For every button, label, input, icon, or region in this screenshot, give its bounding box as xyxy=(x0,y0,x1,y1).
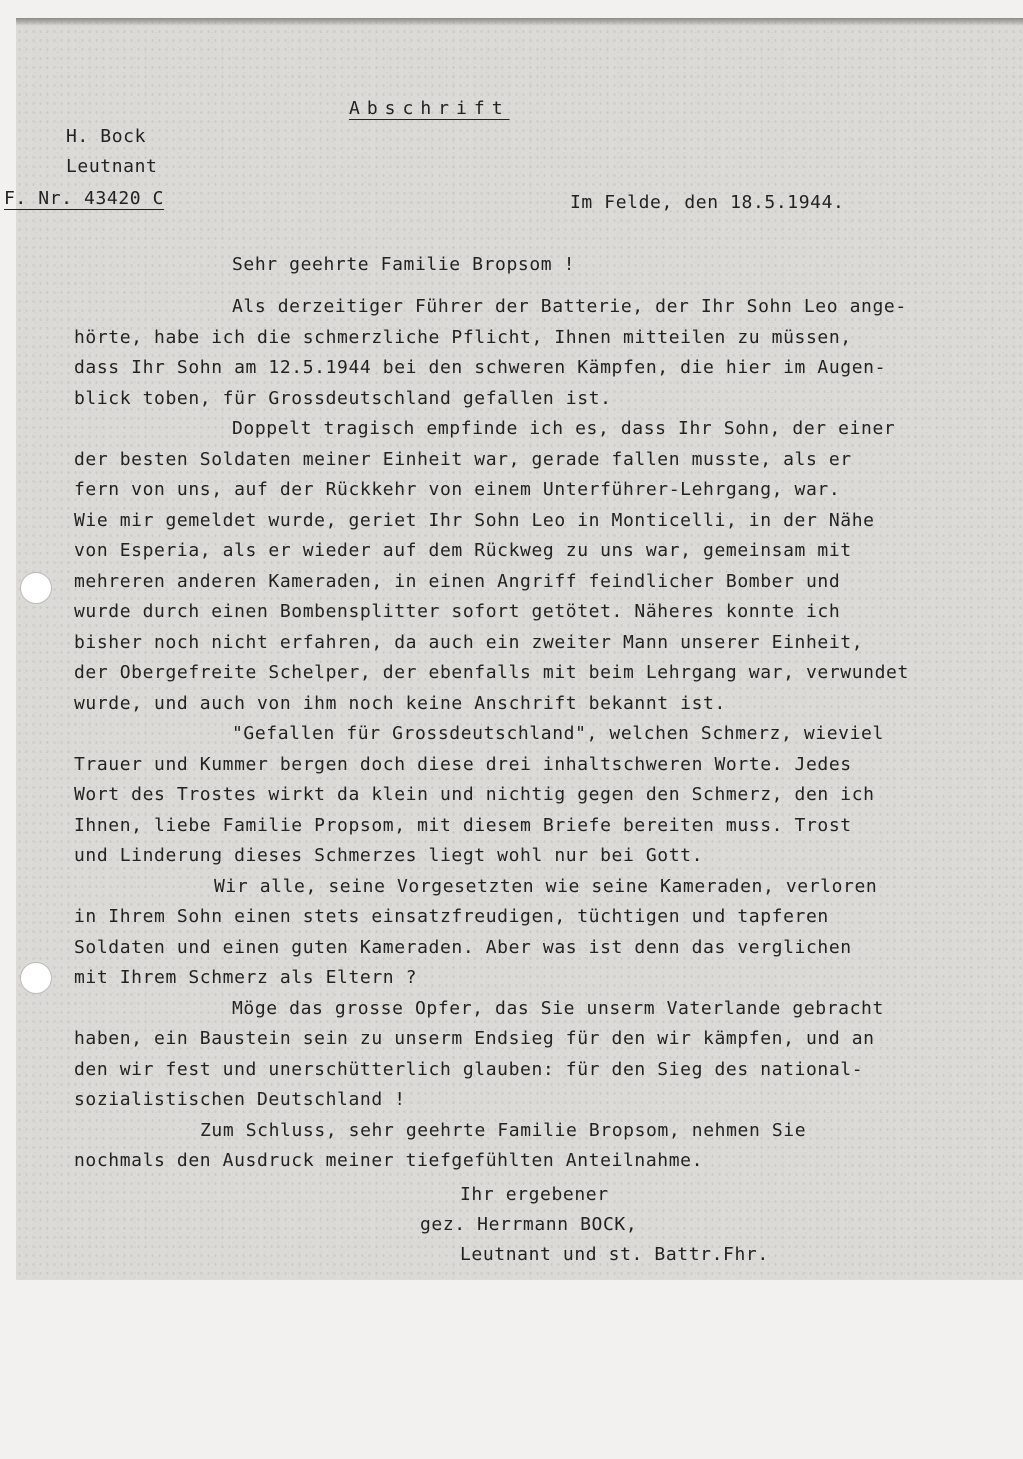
salutation: Sehr geehrte Familie Bropsom ! xyxy=(232,254,576,275)
body-line: haben, ein Baustein sein zu unserm Endsieg für den wir kämpfen, und an xyxy=(74,1028,875,1049)
letter-body xyxy=(74,292,1019,1177)
body-line: Wort des Trostes wirkt da klein und nichtig gegen den Schmerz, den ich xyxy=(74,784,875,805)
sender-rank: Leutnant xyxy=(66,156,158,177)
body-line: dass Ihr Sohn am 12.5.1944 bei den schweren Kämpfen, die hier im Augen- xyxy=(74,357,887,378)
body-line: bisher noch nicht erfahren, da auch ein zweiter Mann unserer Einheit, xyxy=(74,631,864,653)
signature-line: gez. Herrmann BOCK, xyxy=(420,1214,638,1235)
body-line: sozialistischen Deutschland ! xyxy=(74,1089,406,1110)
punch-hole-lower xyxy=(20,962,52,994)
place-date: Im Felde, den 18.5.1944. xyxy=(570,192,845,213)
closing-phrase: Ihr ergebener xyxy=(460,1184,609,1205)
body-line: Wie mir gemeldet wurde, geriet Ihr Sohn Leo in Monticelli, in der Nähe xyxy=(74,509,875,531)
body-line: wurde, und auch von ihm noch keine Anschrift bekannt ist. xyxy=(74,692,726,714)
body-line: der Obergefreite Schelper, der ebenfalls mit beim Lehrgang war, verwundet xyxy=(74,662,909,683)
copy-edge-shadow xyxy=(16,18,1023,26)
sender-name: H. Bock xyxy=(66,126,147,147)
body-line: Soldaten und einen guten Kameraden. Aber was ist denn das verglichen xyxy=(74,936,852,958)
body-line: in Ihrem Sohn einen stets einsatzfreudigen, tüchtigen und tapferen xyxy=(74,906,829,927)
body-line: nochmals den Ausdruck meiner tiefgefühlten Anteilnahme. xyxy=(74,1150,704,1171)
document-title: Abschrift xyxy=(349,98,510,119)
body-line: Möge das grosse Opfer, das Sie unserm Vaterlande gebracht xyxy=(232,997,884,1019)
body-line: wurde durch einen Bombensplitter sofort getötet. Näheres konnte ich xyxy=(74,601,841,622)
body-line: der besten Soldaten meiner Einheit war, gerade fallen musste, als er xyxy=(74,448,852,470)
body-line: fern von uns, auf der Rückkehr von einem Unterführer-Lehrgang, war. xyxy=(74,479,841,500)
body-line: mit Ihrem Schmerz als Eltern ? xyxy=(74,967,418,988)
body-line: Zum Schluss, sehr geehrte Familie Bropsom, nehmen Sie xyxy=(200,1119,807,1141)
body-line: Wir alle, seine Vorgesetzten wie seine Kameraden, verloren xyxy=(214,875,878,897)
body-line: Doppelt tragisch empfinde ich es, dass Ihr Sohn, der einer xyxy=(232,418,896,439)
body-line: blick toben, für Grossdeutschland gefallen ist. xyxy=(74,387,612,409)
body-line: mehreren anderen Kameraden, in einen Angriff feindlicher Bomber und xyxy=(74,570,841,592)
body-line: Ihnen, liebe Familie Propsom, mit diesem Briefe bereiten muss. Trost xyxy=(74,814,852,836)
body-line: und Linderung dieses Schmerzes liegt wohl nur bei Gott. xyxy=(74,845,704,866)
body-line: den wir fest und unerschütterlich glauben: für den Sieg des national- xyxy=(74,1058,864,1080)
body-line: Trauer und Kummer bergen doch diese drei inhaltschweren Worte. Jedes xyxy=(74,753,852,775)
field-post-number: F. Nr. 43420 C xyxy=(4,188,165,209)
signer-title: Leutnant und st. Battr.Fhr. xyxy=(460,1244,769,1265)
body-line: Als derzeitiger Führer der Batterie, der Ihr Sohn Leo ange- xyxy=(232,296,907,317)
body-line: hörte, habe ich die schmerzliche Pflicht, Ihnen mitteilen zu müssen, xyxy=(74,326,852,348)
body-line: von Esperia, als er wieder auf dem Rückweg zu uns war, gemeinsam mit xyxy=(74,540,852,561)
punch-hole-upper xyxy=(20,572,52,604)
body-line: "Gefallen für Grossdeutschland", welchen Schmerz, wieviel xyxy=(232,723,884,744)
